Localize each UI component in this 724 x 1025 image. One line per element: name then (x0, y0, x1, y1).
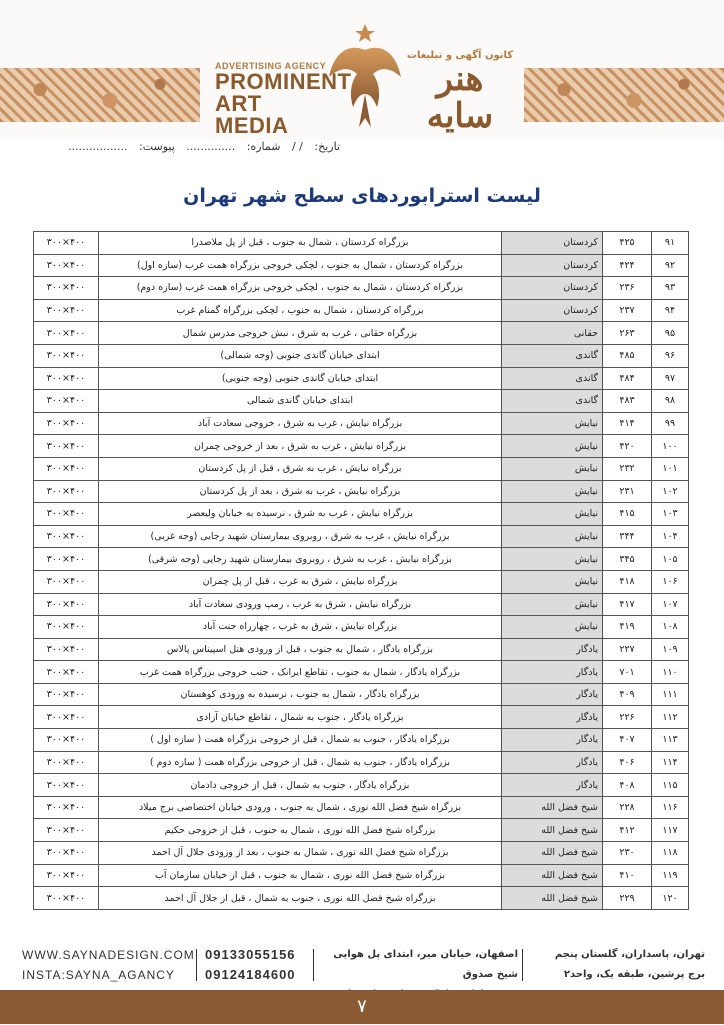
page-footer (0, 945, 724, 985)
footer-phones (205, 945, 310, 985)
size-cell: ۳۰۰×۴۰۰ (34, 796, 99, 819)
size-cell: ۳۰۰×۴۰۰ (34, 706, 99, 729)
size-cell: ۳۰۰×۴۰۰ (34, 842, 99, 865)
board-code-cell: ۳۴۵ (603, 548, 652, 571)
row-number-cell: ۹۸ (652, 390, 689, 413)
row-number-cell: ۱۰۶ (652, 570, 689, 593)
area-cell: کردستان (502, 277, 603, 300)
billboard-table-wrapper (33, 231, 689, 910)
address-cell: ابتدای خیابان گاندی شمالی (99, 390, 502, 413)
board-code-cell: ۲۶۳ (603, 322, 652, 345)
table-row (34, 616, 689, 639)
area-cell: یادگار (502, 729, 603, 752)
address-cell: بزرگراه حقانی ، غرب به شرق ، نبش خروجی مدرس شمال (99, 322, 502, 345)
table-row (34, 412, 689, 435)
decorative-ornament-left (0, 68, 200, 122)
board-code-cell: ۴۸۳ (603, 390, 652, 413)
table-row (34, 548, 689, 571)
area-cell: نیایش (502, 548, 603, 571)
row-number-cell: ۱۰۱ (652, 457, 689, 480)
table-row (34, 683, 689, 706)
board-code-cell: ۴۲۴ (603, 254, 652, 277)
size-cell: ۳۰۰×۴۰۰ (34, 751, 99, 774)
logo-persian (405, 50, 515, 136)
logo-line-1: PROMINENT (215, 69, 352, 94)
size-cell: ۳۰۰×۴۰۰ (34, 480, 99, 503)
table-row (34, 503, 689, 526)
area-cell: نیایش (502, 457, 603, 480)
number-dots: .............. (186, 140, 236, 153)
area-cell: نیایش (502, 480, 603, 503)
area-cell: نیایش (502, 570, 603, 593)
address-cell: بزرگراه یادگار ، شمال به جنوب ، قبل از ورودی هتل اسپیناس پالاس (99, 638, 502, 661)
page-number-bar (0, 990, 724, 1024)
logo-persian-name: هنر سایه (426, 59, 494, 137)
size-cell: ۳۰۰×۴۰۰ (34, 344, 99, 367)
board-code-cell: ۷۰۱ (603, 661, 652, 684)
table-row (34, 842, 689, 865)
area-cell: کردستان (502, 232, 603, 255)
area-cell: نیایش (502, 616, 603, 639)
address-cell: بزرگراه شیخ فضل الله نوری ، شمال به جنوب ، قبل از خیابان سازمان آب (99, 864, 502, 887)
board-code-cell: ۴۱۷ (603, 593, 652, 616)
address-cell: بزرگراه یادگار ، شمال به جنوب ، نرسیده به ورودی کوهستان (99, 683, 502, 706)
board-code-cell: ۴۸۵ (603, 344, 652, 367)
area-cell: یادگار (502, 683, 603, 706)
row-number-cell: ۹۴ (652, 299, 689, 322)
address-cell: بزرگراه کردستان ، شمال به جنوب ، لچکی خروجی بزرگراه همت غرب (سازه اول) (99, 254, 502, 277)
area-cell: نیایش (502, 503, 603, 526)
row-number-cell: ۹۹ (652, 412, 689, 435)
table-row (34, 661, 689, 684)
size-cell: ۳۰۰×۴۰۰ (34, 729, 99, 752)
address-cell: بزرگراه نیایش ، شرق به غرب ، رمپ ورودی سعادت آباد (99, 593, 502, 616)
board-code-cell: ۴۱۸ (603, 570, 652, 593)
row-number-cell: ۹۷ (652, 367, 689, 390)
size-cell: ۳۰۰×۴۰۰ (34, 548, 99, 571)
size-cell: ۳۰۰×۴۰۰ (34, 390, 99, 413)
attachment-dots: ................. (68, 140, 128, 153)
table-row (34, 480, 689, 503)
table-row (34, 887, 689, 910)
phone-2: 09124184600 (205, 967, 296, 982)
row-number-cell: ۱۰۸ (652, 616, 689, 639)
number-label: شماره: (246, 140, 281, 153)
table-row (34, 706, 689, 729)
area-cell: یادگار (502, 706, 603, 729)
size-cell: ۳۰۰×۴۰۰ (34, 503, 99, 526)
instagram-text: INSTA:SAYNA_AGANCY (22, 968, 175, 982)
table-row (34, 525, 689, 548)
address-cell: بزرگراه کردستان ، شمال به جنوب ، لچکی بزرگراه گمنام غرب (99, 299, 502, 322)
address-cell: بزرگراه شیخ فضل الله نوری ، شمال به جنوب ، بعد از ورودی جلال آل احمد (99, 842, 502, 865)
size-cell: ۳۰۰×۴۰۰ (34, 254, 99, 277)
table-row (34, 390, 689, 413)
board-code-cell: ۳۴۴ (603, 525, 652, 548)
board-code-cell: ۴۲۰ (603, 435, 652, 458)
address-cell: بزرگراه یادگار ، جنوب به شمال ، قبل از خروجی بزرگراه همت ( سازه اول ) (99, 729, 502, 752)
size-cell: ۳۰۰×۴۰۰ (34, 435, 99, 458)
attachment-label: پیوست: (139, 140, 175, 153)
table-row (34, 299, 689, 322)
board-code-cell: ۲۳۰ (603, 842, 652, 865)
board-code-cell: ۴۰۷ (603, 729, 652, 752)
billboard-table-body (34, 232, 689, 910)
document-meta (68, 140, 340, 153)
row-number-cell: ۱۱۵ (652, 774, 689, 797)
table-row (34, 277, 689, 300)
board-code-cell: ۲۲۷ (603, 638, 652, 661)
row-number-cell: ۹۶ (652, 344, 689, 367)
footer-divider (522, 949, 523, 981)
address-cell: بزرگراه نیایش ، غرب به شرق ، نرسیده به خیابان ولیعصر (99, 503, 502, 526)
address-cell: بزرگراه نیایش ، غرب به شرق ، روبروی بیمارستان شهید رجایی (وجه غربی) (99, 525, 502, 548)
table-row (34, 751, 689, 774)
row-number-cell: ۱۱۹ (652, 864, 689, 887)
row-number-cell: ۱۰۵ (652, 548, 689, 571)
footer-divider (313, 949, 314, 981)
board-code-cell: ۲۳۲ (603, 457, 652, 480)
size-cell: ۳۰۰×۴۰۰ (34, 457, 99, 480)
billboard-table (33, 231, 689, 910)
board-code-cell: ۴۸۴ (603, 367, 652, 390)
area-cell: گاندی (502, 344, 603, 367)
table-row (34, 344, 689, 367)
table-row (34, 435, 689, 458)
board-code-cell: ۴۲۵ (603, 232, 652, 255)
table-row (34, 593, 689, 616)
size-cell: ۳۰۰×۴۰۰ (34, 864, 99, 887)
row-number-cell: ۱۱۸ (652, 842, 689, 865)
table-row (34, 864, 689, 887)
page-title: لیست استرابوردهای سطح شهر تهران (183, 185, 541, 207)
row-number-cell: ۹۵ (652, 322, 689, 345)
address-cell: بزرگراه کردستان ، شمال به جنوب ، قبل از پل ملاصدرا (99, 232, 502, 255)
address-cell: بزرگراه نیایش ، شرق به غرب ، چهارراه جنت آباد (99, 616, 502, 639)
size-cell: ۳۰۰×۴۰۰ (34, 412, 99, 435)
size-cell: ۳۰۰×۴۰۰ (34, 683, 99, 706)
page-header (0, 0, 724, 140)
address-cell: ابتدای خیابان گاندی جنوبی (وجه جنوبی) (99, 367, 502, 390)
row-number-cell: ۱۰۰ (652, 435, 689, 458)
date-value: / / (291, 140, 303, 153)
address-cell: بزرگراه نیایش ، غرب به شرق ، روبروی بیمارستان شهید رجایی (وجه شرقی) (99, 548, 502, 571)
board-code-cell: ۴۰۶ (603, 751, 652, 774)
table-row (34, 322, 689, 345)
size-cell: ۳۰۰×۴۰۰ (34, 277, 99, 300)
address-cell: بزرگراه نیایش ، شرق به غرب ، قبل از پل چمران (99, 570, 502, 593)
logo-line-2: ART MEDIA (215, 91, 289, 138)
size-cell: ۳۰۰×۴۰۰ (34, 570, 99, 593)
size-cell: ۳۰۰×۴۰۰ (34, 593, 99, 616)
isfahan-address-line-1: اصفهان، خیابان میر، ابتدای پل هوایی شیخ صدوق (333, 949, 518, 980)
table-row (34, 729, 689, 752)
phone-1: 09133055156 (205, 947, 296, 962)
size-cell: ۳۰۰×۴۰۰ (34, 367, 99, 390)
logo-persian-subtitle: کانون آگهی و تبلیغات (406, 50, 514, 61)
table-row (34, 570, 689, 593)
area-cell: کردستان (502, 254, 603, 277)
logo-english (215, 61, 352, 138)
area-cell: نیایش (502, 435, 603, 458)
address-cell: بزرگراه کردستان ، شمال به جنوب ، لچکی خروجی بزرگراه همت غرب (سازه دوم) (99, 277, 502, 300)
size-cell: ۳۰۰×۴۰۰ (34, 525, 99, 548)
board-code-cell: ۲۳۶ (603, 277, 652, 300)
date-label: تاریخ: (314, 140, 340, 153)
address-cell: بزرگراه یادگار ، جنوب به شمال ، قبل از خروجی دادمان (99, 774, 502, 797)
size-cell: ۳۰۰×۴۰۰ (34, 299, 99, 322)
board-code-cell: ۲۲۹ (603, 887, 652, 910)
table-row (34, 367, 689, 390)
address-cell: ابتدای خیابان گاندی جنوبی (وجه شمالی) (99, 344, 502, 367)
area-cell: شیخ فضل الله (502, 864, 603, 887)
area-cell: شیخ فضل الله (502, 819, 603, 842)
area-cell: کردستان (502, 299, 603, 322)
area-cell: نیایش (502, 412, 603, 435)
area-cell: یادگار (502, 638, 603, 661)
table-row (34, 819, 689, 842)
size-cell: ۳۰۰×۴۰۰ (34, 322, 99, 345)
board-code-cell: ۴۰۸ (603, 774, 652, 797)
table-row (34, 774, 689, 797)
size-cell: ۳۰۰×۴۰۰ (34, 638, 99, 661)
table-row (34, 796, 689, 819)
area-cell: شیخ فضل الله (502, 796, 603, 819)
table-row (34, 232, 689, 255)
address-cell: بزرگراه نیایش ، غرب به شرق ، بعد از خروجی چمران (99, 435, 502, 458)
board-code-cell: ۲۳۷ (603, 299, 652, 322)
address-cell: بزرگراه شیخ فضل الله نوری ، شمال به جنوب ، قبل از خروجی حکیم (99, 819, 502, 842)
size-cell: ۳۰۰×۴۰۰ (34, 616, 99, 639)
board-code-cell: ۴۰۹ (603, 683, 652, 706)
board-code-cell: ۴۱۴ (603, 412, 652, 435)
address-cell: بزرگراه یادگار ، جنوب به شمال ، تقاطع خیابان آزادی (99, 706, 502, 729)
size-cell: ۳۰۰×۴۰۰ (34, 661, 99, 684)
tehran-address-line-1: تهران، پاسداران، گلستان پنجم (554, 949, 705, 960)
footer-web (22, 945, 195, 985)
size-cell: ۳۰۰×۴۰۰ (34, 887, 99, 910)
area-cell: نیایش (502, 525, 603, 548)
row-number-cell: ۱۰۹ (652, 638, 689, 661)
table-row (34, 457, 689, 480)
row-number-cell: ۱۱۳ (652, 729, 689, 752)
address-cell: بزرگراه یادگار ، جنوب به شمال ، قبل از خروجی بزرگراه همت ( سازه دوم ) (99, 751, 502, 774)
area-cell: حقانی (502, 322, 603, 345)
row-number-cell: ۱۱۶ (652, 796, 689, 819)
area-cell: نیایش (502, 593, 603, 616)
tehran-address-line-2: برج پرشین، طبقه یک، واحد۲ (563, 969, 705, 980)
row-number-cell: ۹۲ (652, 254, 689, 277)
address-cell: بزرگراه یادگار ، شمال به جنوب ، تقاطع ایرانک ، جنب خروجی بزرگراه همت غرب (99, 661, 502, 684)
row-number-cell: ۱۱۱ (652, 683, 689, 706)
area-cell: گاندی (502, 390, 603, 413)
board-code-cell: ۲۲۶ (603, 706, 652, 729)
phoenix-logo-icon (325, 22, 405, 132)
area-cell: یادگار (502, 774, 603, 797)
footer-address-tehran (525, 945, 705, 985)
table-row (34, 638, 689, 661)
row-number-cell: ۱۱۴ (652, 751, 689, 774)
area-cell: گاندی (502, 367, 603, 390)
row-number-cell: ۱۱۷ (652, 819, 689, 842)
size-cell: ۳۰۰×۴۰۰ (34, 774, 99, 797)
size-cell: ۳۰۰×۴۰۰ (34, 232, 99, 255)
row-number-cell: ۹۳ (652, 277, 689, 300)
address-cell: بزرگراه شیخ فضل الله نوری ، جنوب به شمال ، قبل از جلال آل احمد (99, 887, 502, 910)
footer-divider (196, 949, 197, 981)
row-number-cell: ۱۰۷ (652, 593, 689, 616)
row-number-cell: ۱۰۴ (652, 525, 689, 548)
row-number-cell: ۱۰۲ (652, 480, 689, 503)
address-cell: بزرگراه نیایش ، غرب به شرق ، قبل از پل کردستان (99, 457, 502, 480)
table-row (34, 254, 689, 277)
row-number-cell: ۱۲۰ (652, 887, 689, 910)
board-code-cell: ۲۲۸ (603, 796, 652, 819)
logo-agency-text: ADVERTISING AGENCY (215, 61, 327, 71)
area-cell: یادگار (502, 751, 603, 774)
row-number-cell: ۱۱۲ (652, 706, 689, 729)
decorative-ornament-right (524, 68, 724, 122)
row-number-cell: ۱۱۰ (652, 661, 689, 684)
board-code-cell: ۴۱۰ (603, 864, 652, 887)
row-number-cell: ۱۰۳ (652, 503, 689, 526)
row-number-cell: ۹۱ (652, 232, 689, 255)
area-cell: شیخ فضل الله (502, 842, 603, 865)
board-code-cell: ۴۱۵ (603, 503, 652, 526)
address-cell: بزرگراه نیایش ، غرب به شرق ، خروجی سعادت آباد (99, 412, 502, 435)
size-cell: ۳۰۰×۴۰۰ (34, 819, 99, 842)
board-code-cell: ۲۳۱ (603, 480, 652, 503)
page-number: ۷ (357, 996, 367, 1017)
board-code-cell: ۴۱۹ (603, 616, 652, 639)
website-text: WWW.SAYNADESIGN.COM (22, 948, 195, 962)
address-cell: بزرگراه شیخ فضل الله نوری ، شمال به جنوب ، ورودی خیابان اختصاصی برج میلاد (99, 796, 502, 819)
board-code-cell: ۴۱۲ (603, 819, 652, 842)
area-cell: یادگار (502, 661, 603, 684)
address-cell: بزرگراه نیایش ، غرب به شرق ، بعد از پل کردستان (99, 480, 502, 503)
area-cell: شیخ فضل الله (502, 887, 603, 910)
